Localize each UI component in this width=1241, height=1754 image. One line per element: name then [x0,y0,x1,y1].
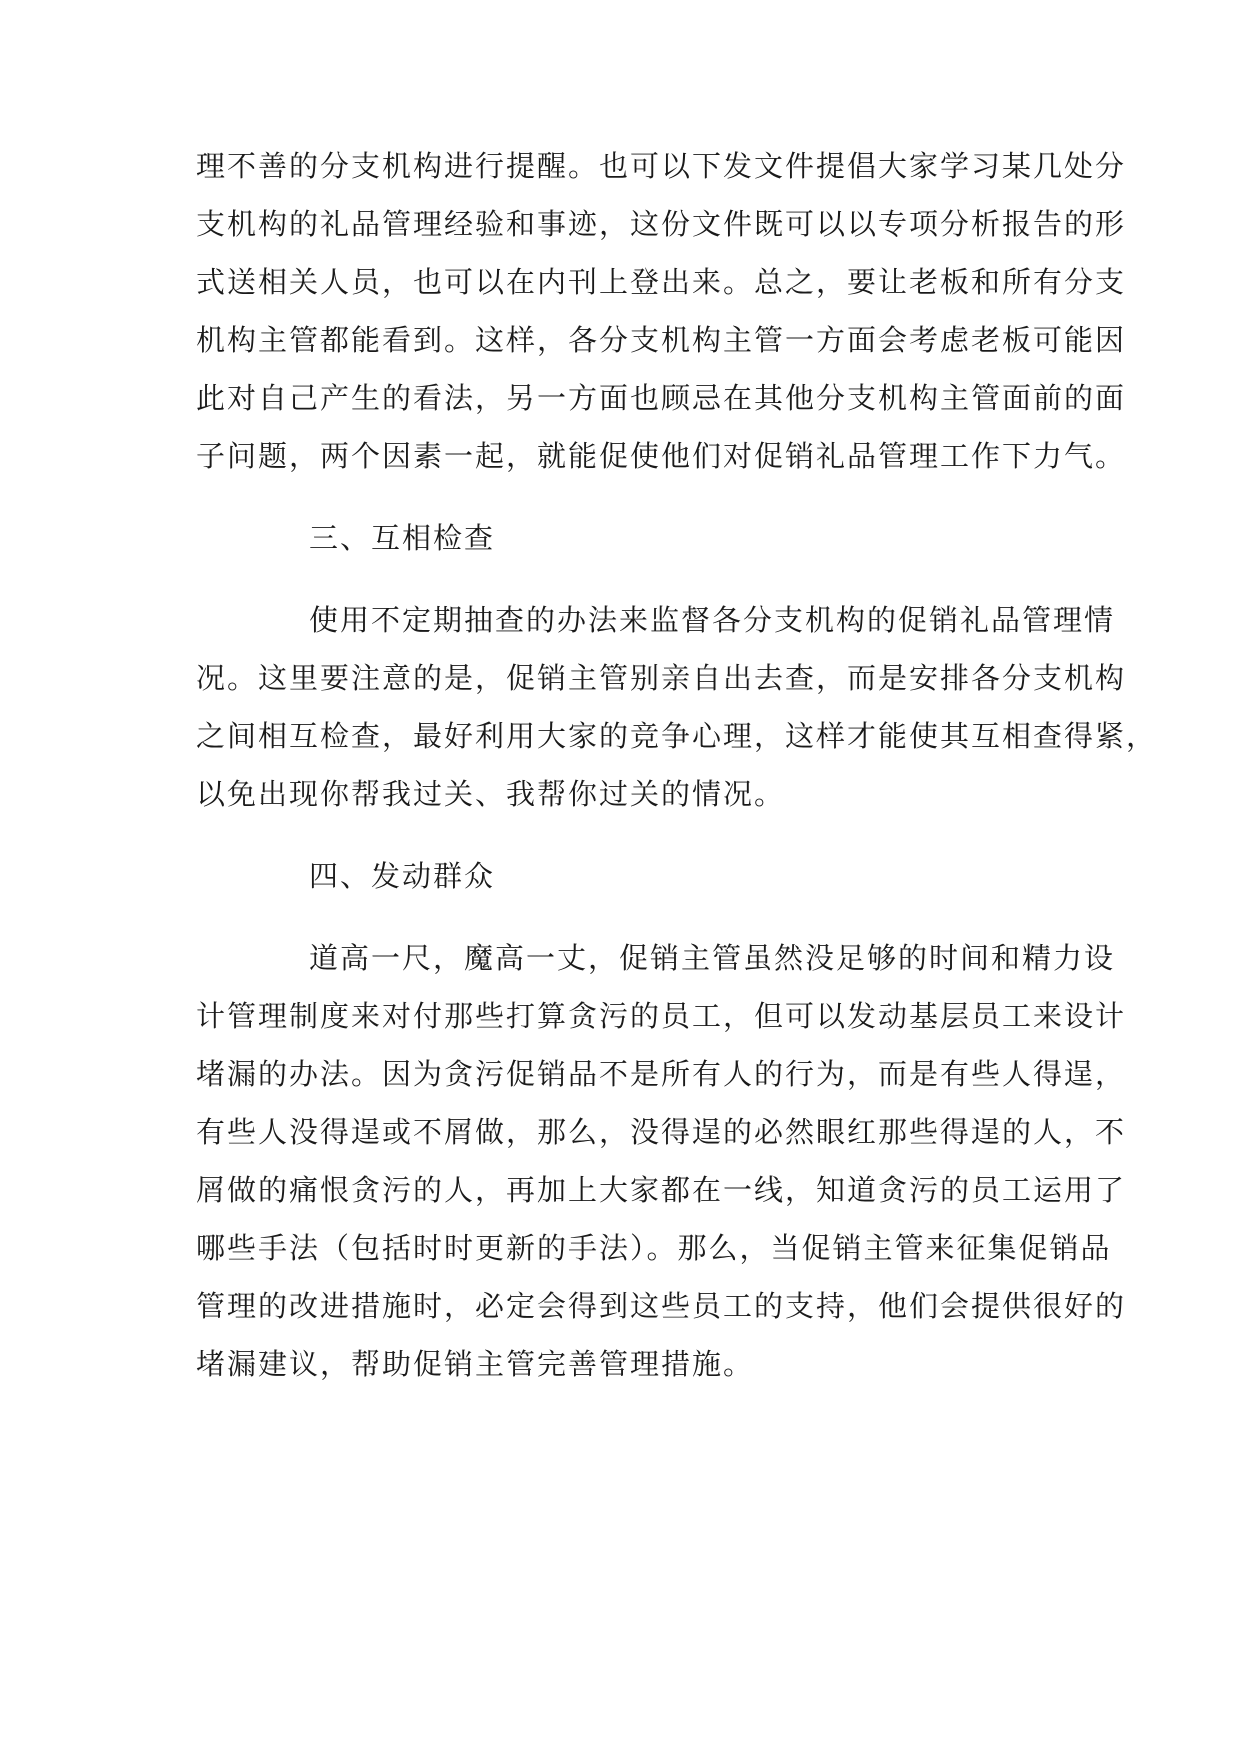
paragraph-1-line-2: 支机构的礼品管理经验和事迹，这份文件既可以以专项分析报告的形 [196,207,1127,241]
paragraph-3-line-8: 堵漏建议，帮助促销主管完善管理措施。 [196,1347,755,1381]
paragraph-3-line-7: 管理的改进措施时，必定会得到这些员工的支持，他们会提供很好的 [196,1289,1127,1323]
paragraph-1-line-5: 此对自己产生的看法，另一方面也顾忌在其他分支机构主管面前的面 [196,381,1127,415]
paragraph-1-line-1: 理不善的分支机构进行提醒。也可以下发文件提倡大家学习某几处分 [196,149,1127,183]
paragraph-2-line-3: 之间相互检查，最好利用大家的竞争心理，这样才能使其互相查得紧， [196,719,1158,753]
paragraph-2-line-2: 况。这里要注意的是，促销主管别亲自出去查，而是安排各分支机构 [196,661,1127,695]
paragraph-1-line-4: 机构主管都能看到。这样，各分支机构主管一方面会考虑老板可能因 [196,323,1127,357]
paragraph-3-line-3: 堵漏的办法。因为贪污促销品不是所有人的行为，而是有些人得逞， [196,1057,1127,1091]
paragraph-2-line-4: 以免出现你帮我过关、我帮你过关的情况。 [196,777,786,811]
paragraph-3-line-1: 道高一尺，魔高一丈，促销主管虽然没足够的时间和精力设 [309,941,1116,975]
paragraph-3-line-5: 屑做的痛恨贪污的人，再加上大家都在一线，知道贪污的员工运用了 [196,1173,1127,1207]
section-heading-4: 四、发动群众 [309,859,496,893]
paragraph-3-line-6: 哪些手法（包括时时更新的手法）。那么，当促销主管来征集促销品 [196,1231,1112,1265]
section-heading-3: 三、互相检查 [309,521,496,555]
document-body [196,0,1158,1754]
paragraph-3-line-2: 计管理制度来对付那些打算贪污的员工，但可以发动基层员工来设计 [196,999,1127,1033]
paragraph-2-line-1: 使用不定期抽查的办法来监督各分支机构的促销礼品管理情 [309,603,1116,637]
paragraph-1-line-3: 式送相关人员，也可以在内刊上登出来。总之，要让老板和所有分支 [196,265,1127,299]
paragraph-1-line-6: 子问题，两个因素一起，就能促使他们对促销礼品管理工作下力气。 [196,439,1127,473]
paragraph-3-line-4: 有些人没得逞或不屑做，那么，没得逞的必然眼红那些得逞的人，不 [196,1115,1127,1149]
